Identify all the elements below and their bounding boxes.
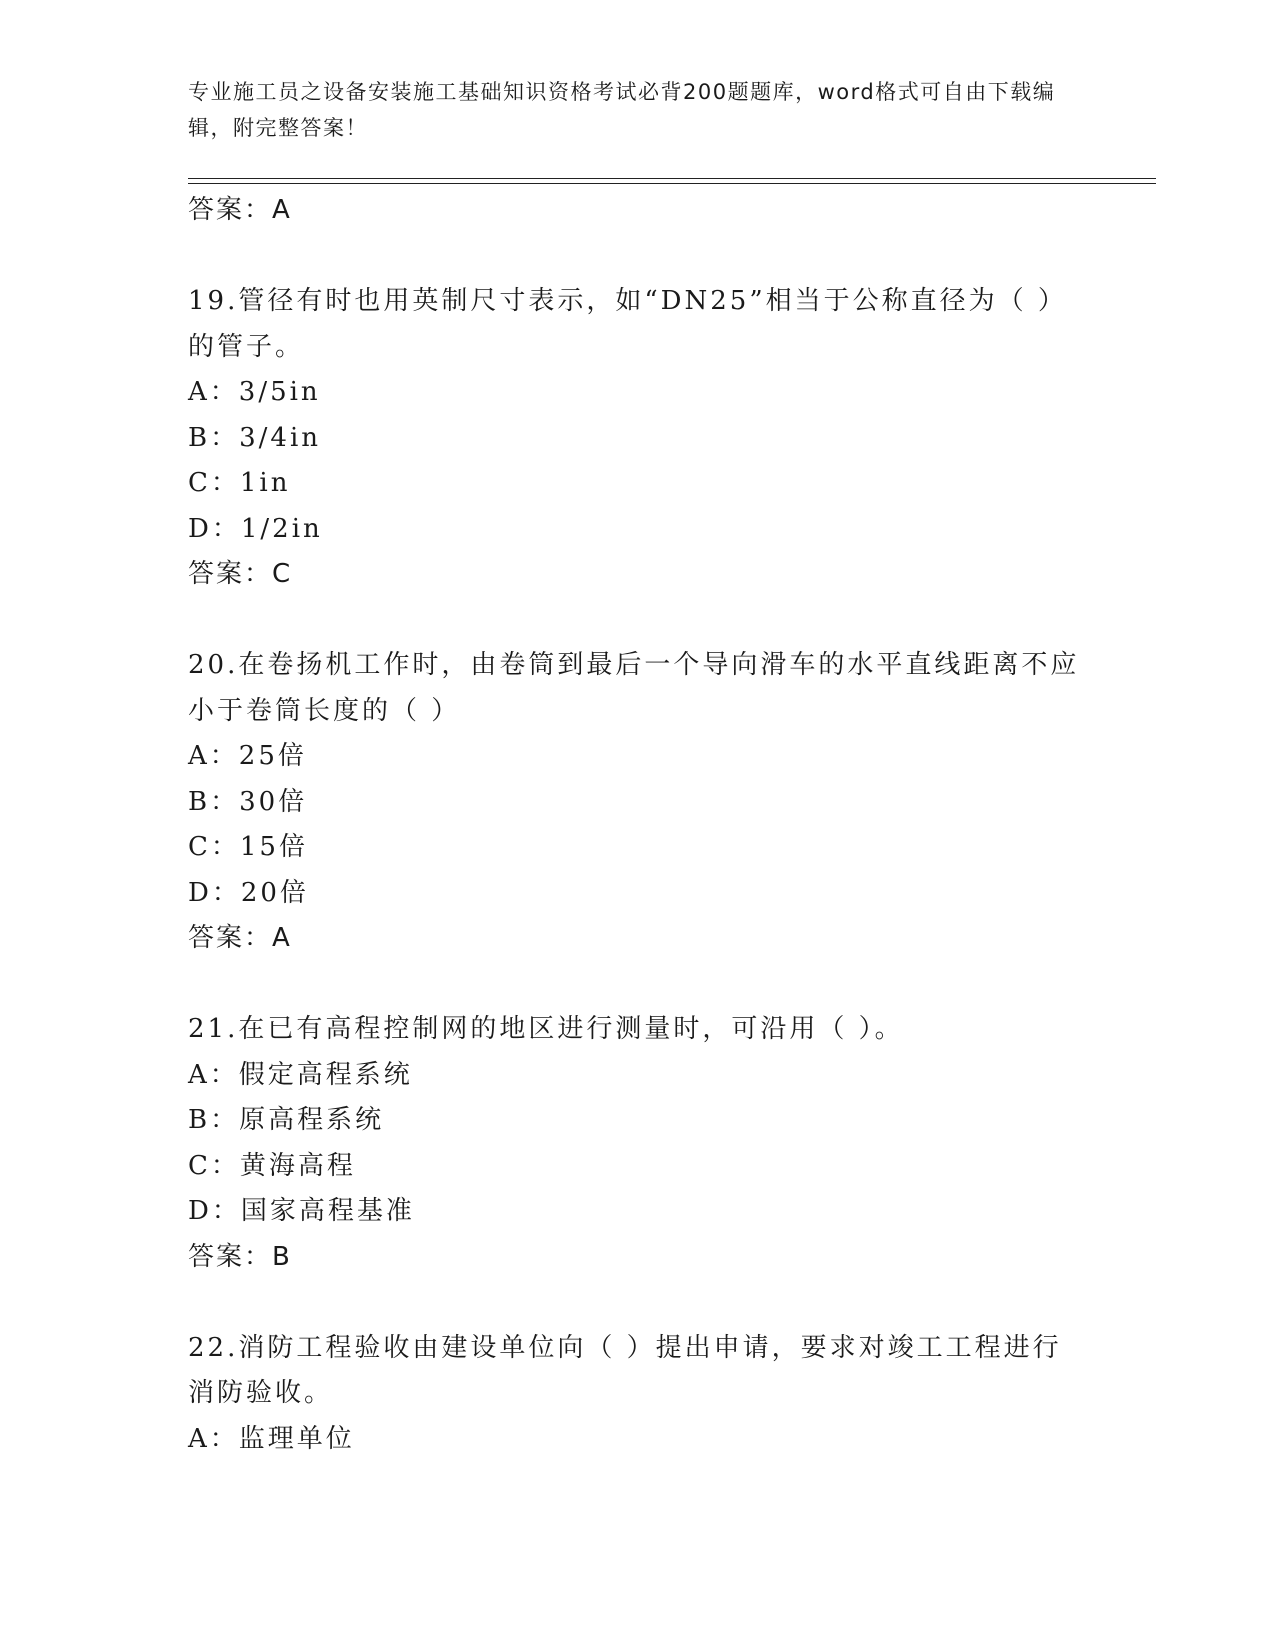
- option-d: D：20倍: [188, 877, 309, 908]
- document-body: [188, 188, 1088, 1462]
- option-c: C：黄海高程: [188, 1150, 356, 1181]
- document-page: [188, 0, 1158, 1650]
- question-stem-line: 的管子。: [188, 331, 305, 362]
- question-stem-line: 19.管径有时也用英制尺寸表示，如“DN25”相当于公称直径为（ ）: [188, 286, 1067, 316]
- option-b: B：30倍: [188, 786, 308, 817]
- header-text: 专业施工员之设备安装施工基础知识资格考试必背200题题库，word格式可自由下载编辑，附完整答案！: [188, 80, 1056, 140]
- answer-prefix: 答案：: [188, 1241, 273, 1272]
- question-20: [188, 643, 1088, 962]
- question-stem-line: 小于卷筒长度的（ ）: [188, 695, 461, 726]
- option-d: D：国家高程基准: [188, 1196, 415, 1226]
- answer-value: C: [272, 559, 293, 589]
- option-a: A：3/5in: [188, 377, 321, 407]
- question-21: [188, 1007, 1088, 1280]
- question-stem-line: 22.消防工程验收由建设单位向（ ）提出申请，要求对竣工工程进行: [188, 1332, 1062, 1363]
- answer-value: A: [272, 923, 292, 953]
- answer-prefix: 答案：: [188, 923, 273, 953]
- answer-line: [188, 552, 1088, 598]
- option-a: A：监理单位: [188, 1423, 355, 1454]
- spacer: [188, 1280, 1088, 1326]
- answer-value: B: [272, 1241, 292, 1272]
- answer-prefix: 答案：: [188, 195, 273, 225]
- question-22: [188, 1326, 1088, 1463]
- answer-prefix: 答案：: [188, 559, 273, 589]
- spacer: [188, 598, 1088, 644]
- option-b: B：原高程系统: [188, 1105, 385, 1135]
- answer-value: A: [272, 195, 292, 225]
- header-divider-bottom: [188, 183, 1156, 184]
- option-b: B：3/4in: [188, 422, 322, 453]
- option-a: A：假定高程系统: [188, 1059, 413, 1090]
- question-stem-line: 20.在卷扬机工作时，由卷筒到最后一个导向滑车的水平直线距离不应: [188, 650, 1080, 680]
- header-divider-top: [188, 178, 1156, 179]
- answer-line: [188, 1235, 1088, 1281]
- question-stem-line: 消防验收。: [188, 1378, 334, 1408]
- spacer: [188, 234, 1088, 280]
- option-c: C：15倍: [188, 832, 308, 862]
- question-19: [188, 279, 1088, 598]
- document-header: [188, 74, 1088, 146]
- option-d: D：1/2in: [188, 513, 323, 544]
- answer-line: [188, 916, 1088, 962]
- option-c: C：1in: [188, 468, 291, 498]
- option-a: A：25倍: [188, 741, 307, 771]
- spacer: [188, 962, 1088, 1008]
- answer-line: [188, 188, 1088, 234]
- question-stem-line: 21.在已有高程控制网的地区进行测量时，可沿用（ ）。: [188, 1014, 904, 1044]
